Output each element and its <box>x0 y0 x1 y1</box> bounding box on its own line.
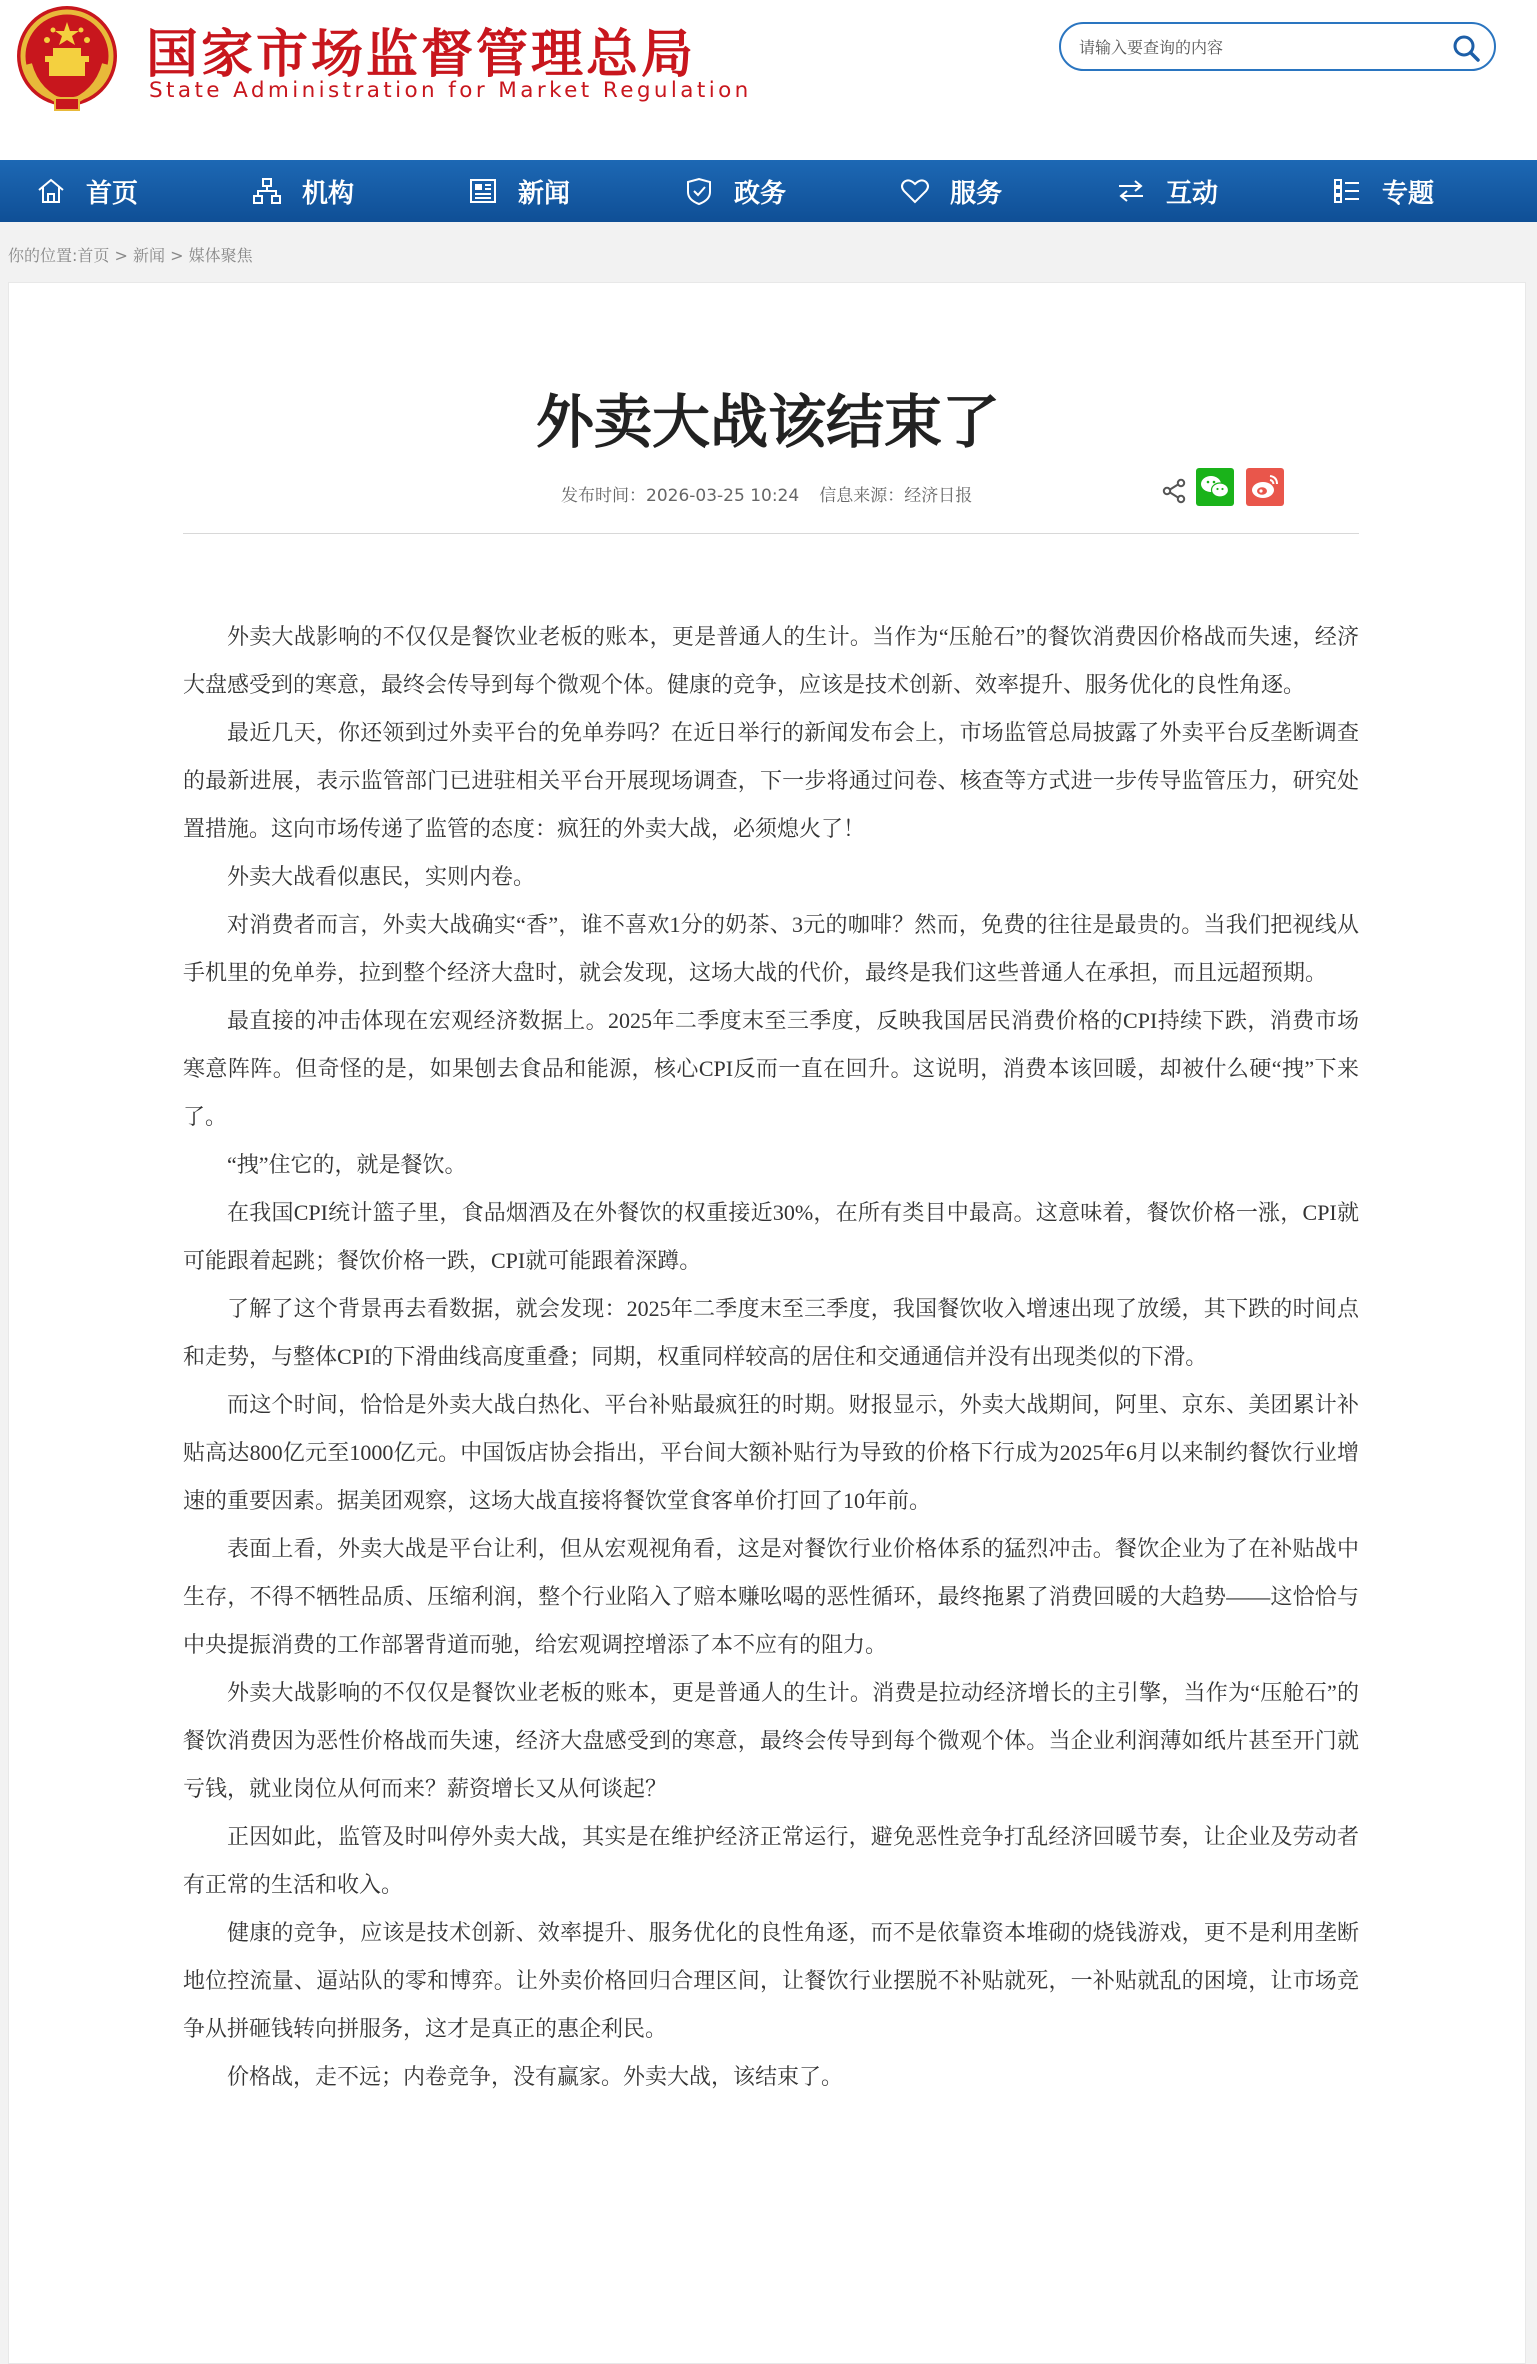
national-emblem-icon[interactable] <box>15 4 119 112</box>
article-body <box>183 613 1359 2101</box>
main-nav <box>0 160 1537 222</box>
site-title-en[interactable]: State Administration for Market Regulation <box>149 78 752 103</box>
article-title: 外卖大战该结束了 <box>535 388 1000 456</box>
heart-icon <box>900 176 930 206</box>
breadcrumb-home-link[interactable]: 首页 <box>77 246 110 265</box>
nav-item-label: 专题 <box>1382 178 1435 209</box>
article-paragraph: 表面上看，外卖大战是平台让利，但从宏观视角看，这是对餐饮行业价格体系的猛烈冲击。餐饮企业为了在补贴战中生存，不得不牺牲品质、压缩利润，整个行业陷入了赔本赚吆喝的恶性循环，最终拖累了消费回暖的大趋势——这恰恰与中央提振消费的工作部署背道而驰，给宏观调控增添了本不应有的阻力。 <box>183 1536 1359 1657</box>
home-icon <box>36 176 66 206</box>
article-card <box>8 282 1526 2364</box>
site-header <box>0 0 1537 160</box>
nav-item-label: 机构 <box>302 178 355 209</box>
nav-item-interact[interactable] <box>1080 160 1296 222</box>
wechat-icon <box>1196 468 1234 506</box>
search-input[interactable] <box>1079 32 1439 62</box>
article-paragraph: 而这个时间，恰恰是外卖大战白热化、平台补贴最疯狂的时期。财报显示，外卖大战期间，阿里、京东、美团累计补贴高达800亿元至1000亿元。中国饭店协会指出，平台间大额补贴行为导致的价格下行成为2025年6月以来制约餐饮行业增速的重要因素。据美团观察，这场大战直接将餐饮堂食客单价打回了10年前。 <box>183 1392 1359 1513</box>
newspaper-icon <box>468 176 498 206</box>
title-divider <box>183 533 1359 534</box>
list-icon <box>1332 176 1362 206</box>
nav-item-label: 服务 <box>950 178 1003 209</box>
article-paragraph: 最近几天，你还领到过外卖平台的免单券吗？在近日举行的新闻发布会上，市场监管总局披露了外卖平台反垄断调查的最新进展，表示监管部门已进驻相关平台开展现场调查，下一步将通过问卷、核查等方式进一步传导监管压力，研究处置措施。这向市场传递了监管的态度：疯狂的外卖大战，必须熄火了！ <box>183 720 1359 841</box>
article-paragraph: 在我国CPI统计篮子里，食品烟酒及在外餐饮的权重接近30%，在所有类目中最高。这意味着，餐饮价格一涨，CPI就可能跟着起跳；餐饮价格一跌，CPI就可能跟着深蹲。 <box>183 1200 1359 1273</box>
breadcrumb-prefix: 你的位置: <box>8 246 78 265</box>
shield-check-icon <box>684 176 714 206</box>
article-source: 信息来源：经济日报 <box>819 486 973 506</box>
nav-item-org[interactable] <box>216 160 432 222</box>
article-paragraph: 外卖大战影响的不仅仅是餐饮业老板的账本，更是普通人的生计。消费是拉动经济增长的主引擎，当作为“压舱石”的餐饮消费因为恶性价格战而失速，经济大盘感受到的寒意，最终会传导到每个微观个体。当企业利润薄如纸片甚至开门就亏钱，就业岗位从何而来？薪资增长又从何谈起？ <box>183 1680 1359 1801</box>
article-paragraph: 最直接的冲击体现在宏观经济数据上。2025年二季度末至三季度，反映我国居民消费价格的CPI持续下跌，消费市场寒意阵阵。但奇怪的是，如果刨去食品和能源，核心CPI反而一直在回升。这说明，消费本该回暖，却被什么硬“拽”下来了。 <box>183 1008 1359 1129</box>
site-title-cn[interactable]: 国家市场监督管理总局 <box>146 25 697 85</box>
breadcrumb-separator: > <box>109 246 133 265</box>
article-paragraph: “拽”住它的，就是餐饮。 <box>227 1152 467 1177</box>
article-meta <box>561 481 972 506</box>
breadcrumb-current-link[interactable]: 媒体聚焦 <box>188 246 253 265</box>
org-chart-icon <box>252 176 282 206</box>
share-icon[interactable] <box>1161 478 1187 504</box>
breadcrumb-separator: > <box>165 246 189 265</box>
breadcrumb-news-link[interactable]: 新闻 <box>133 246 166 265</box>
article-paragraph: 了解了这个背景再去看数据，就会发现：2025年二季度末至三季度，我国餐饮收入增速出现了放缓，其下跌的时间点和走势，与整体CPI的下滑曲线高度重叠；同期，权重同样较高的居住和交通通信并没有出现类似的下滑。 <box>183 1296 1359 1369</box>
nav-item-topics[interactable] <box>1296 160 1512 222</box>
article-paragraph: 价格战，走不远；内卷竞争，没有赢家。外卖大战，该结束了。 <box>227 2064 844 2089</box>
article-paragraph: 正因如此，监管及时叫停外卖大战，其实是在维护经济正常运行，避免恶性竞争打乱经济回暖节奏，让企业及劳动者有正常的生活和收入。 <box>183 1824 1359 1897</box>
search-box <box>1059 22 1496 71</box>
wechat-share-button[interactable] <box>1196 468 1234 506</box>
breadcrumb <box>8 243 253 266</box>
nav-item-label: 新闻 <box>518 178 571 209</box>
publish-time: 发布时间：2026-03-25 10:24 <box>561 486 800 506</box>
nav-item-label: 首页 <box>86 178 139 209</box>
nav-item-label: 互动 <box>1166 178 1219 209</box>
exchange-arrows-icon <box>1116 176 1146 206</box>
weibo-share-button[interactable] <box>1246 468 1284 506</box>
search-icon[interactable] <box>1452 34 1480 62</box>
nav-item-service[interactable] <box>864 160 1080 222</box>
nav-item-news[interactable] <box>432 160 648 222</box>
article-paragraph: 外卖大战影响的不仅仅是餐饮业老板的账本，更是普通人的生计。当作为“压舱石”的餐饮消费因价格战而失速，经济大盘感受到的寒意，最终会传导到每个微观个体。健康的竞争，应该是技术创新、效率提升、服务优化的良性角逐。 <box>183 624 1359 697</box>
article-paragraph: 对消费者而言，外卖大战确实“香”，谁不喜欢1分的奶茶、3元的咖啡？然而，免费的往往是最贵的。当我们把视线从手机里的免单券，拉到整个经济大盘时，就会发现，这场大战的代价，最终是我们这些普通人在承担，而且远超预期。 <box>183 912 1359 985</box>
article-paragraph: 外卖大战看似惠民，实则内卷。 <box>227 864 536 889</box>
weibo-icon <box>1246 468 1284 506</box>
article-paragraph: 健康的竞争，应该是技术创新、效率提升、服务优化的良性角逐，而不是依靠资本堆砌的烧钱游戏，更不是利用垄断地位控流量、逼站队的零和博弈。让外卖价格回归合理区间，让餐饮行业摆脱不补贴就死，一补贴就乱的困境，让市场竞争从拼砸钱转向拼服务，这才是真正的惠企利民。 <box>183 1920 1359 2041</box>
nav-item-home[interactable] <box>0 160 216 222</box>
nav-item-affairs[interactable] <box>648 160 864 222</box>
nav-item-label: 政务 <box>734 178 787 209</box>
